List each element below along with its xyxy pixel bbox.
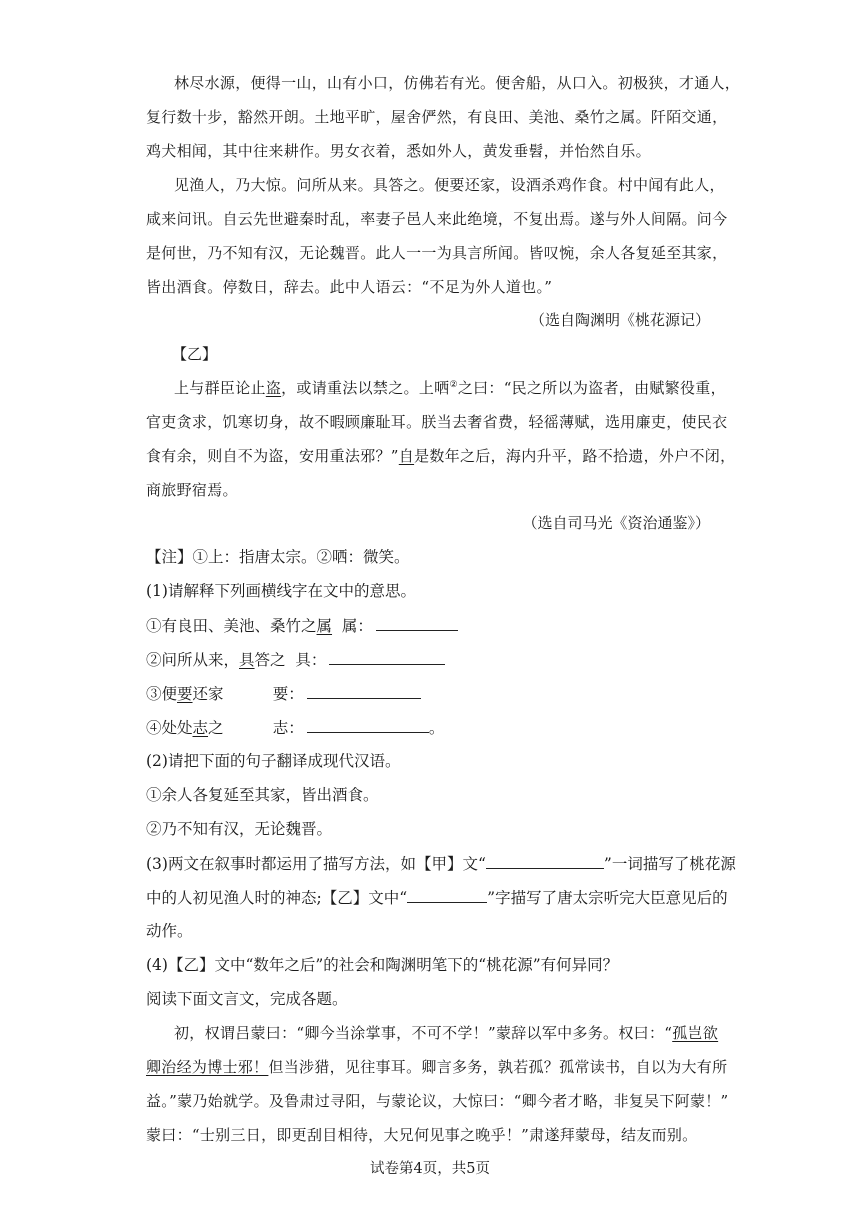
yi-line-4: 商旅野宿焉。: [146, 481, 238, 499]
question-2-sentence-1: ①余人各复延至其家，皆出酒食。: [146, 786, 379, 804]
text-span: 是数年之后，海内升平，路不拾遗，外户不闭，: [414, 447, 736, 465]
answer-blank[interactable]: [486, 853, 604, 869]
text-span: 属：: [332, 617, 373, 635]
text-span: 之 志：: [208, 719, 304, 737]
underlined-char: 志: [192, 719, 209, 737]
text-span: 答之 具：: [254, 651, 327, 669]
text-span: ”一词描写了桃花源: [603, 855, 736, 873]
yi-heading: 【乙】: [172, 345, 218, 363]
passage3-line-1: [174, 1023, 718, 1043]
question-1-item-3: [146, 683, 421, 704]
underlined-char: 属: [316, 617, 333, 635]
question-1-item-1: [146, 615, 458, 636]
answer-blank[interactable]: [307, 683, 421, 699]
answer-blank[interactable]: [376, 615, 458, 631]
text-span: 还家 要：: [192, 685, 304, 703]
text-span: ②问所从来，: [146, 651, 240, 669]
yi-line-2: 官吏贪求，饥寒切身，故不暇顾廉耻耳。朕当去奢省费，轻徭薄赋，选用廉吏，使民衣: [146, 413, 728, 431]
jia-source: （选自陶渊明《桃花源记）: [529, 311, 710, 329]
text-span: 初，权谓吕蒙曰：“卿今当涂掌事，不可不学！”蒙辞以军中多务。权曰：“: [174, 1024, 673, 1042]
underlined-word-dao: 盗: [265, 379, 282, 397]
text-span: ，或请重法以禁之。上哂: [281, 379, 450, 397]
answer-blank[interactable]: [329, 649, 445, 665]
jia-p2-line-2: 咸来问讯。自云先世避秦时乱，率妻子邑人来此绝境，不复出焉。遂与外人间隔。问今: [146, 210, 728, 228]
footnote-marker: ②: [449, 380, 458, 390]
text-span: 但当涉猎，见往事耳。卿言多务，孰若孤？孤常读书，自以为大有所: [268, 1058, 728, 1076]
text-span: ”字描写了唐太宗听完大臣意见后的: [487, 889, 728, 907]
text-span: ①有良田、美池、桑竹之: [146, 617, 317, 635]
question-4: (4)【乙】文中“数年之后”的社会和陶渊明笔下的“桃花源”有何异同？: [146, 956, 619, 974]
underlined-char: 具: [239, 651, 255, 669]
yi-source: （选自司马光《资治通鉴》）: [522, 514, 710, 532]
jia-p2-line-3: 是何世，乃不知有汉，无论魏晋。此人一一为具言所闻。皆叹惋，余人各复延至其家，: [146, 244, 728, 262]
question-1-item-4: [146, 717, 444, 738]
question-2-title: (2)请把下面的句子翻译成现代汉语。: [146, 752, 401, 770]
question-3-line-2: [146, 887, 728, 908]
answer-blank[interactable]: [307, 717, 429, 733]
annotation-note: 【注】①上：指唐太宗。②哂：微笑。: [146, 548, 410, 566]
jia-p2-line-1: 见渔人，乃大惊。问所从来。具答之。便要还家，设酒杀鸡作食。村中闻有此人，: [174, 176, 725, 194]
underlined-char: 要: [177, 685, 193, 703]
jia-p1-line-3: 鸡犬相闻，其中往来耕作。男女衣着，悉如外人，黄发垂髫，并怡然自乐。: [146, 142, 651, 160]
jia-p1-line-2: 复行数十步，豁然开朗。土地平旷，屋舍俨然，有良田、美池、桑竹之属。阡陌交通，: [146, 108, 728, 126]
question-1-item-2: [146, 649, 445, 670]
text-span: 之曰：“民之所以为盗者，由赋繁役重，: [457, 379, 726, 397]
passage3-line-3: 益。”蒙乃始就学。及鲁肃过寻阳，与蒙论议，大惊曰：“卿今者才略，非复吴下阿蒙！”: [146, 1092, 729, 1110]
text-span: (3)两文在叙事时都运用了描写方法，如【甲】文“: [146, 855, 486, 873]
underlined-phrase: 卿治经为博士邪！: [146, 1058, 269, 1076]
question-1-title: (1)请解释下列画横线字在文中的意思。: [146, 582, 416, 600]
text-span: 中的人初见渔人时的神态;【乙】文中“: [146, 889, 408, 907]
text-span: 上与群臣论止: [174, 379, 266, 397]
jia-p2-line-4: 皆出酒食。停数日，辞去。此中人语云：“不足为外人道也。”: [146, 278, 553, 296]
text-span: 。: [428, 719, 445, 737]
reading-instruction: 阅读下面文言文，完成各题。: [146, 990, 348, 1008]
underlined-phrase: 孤岂欲: [672, 1024, 719, 1042]
jia-p1-line-1: 林尽水源，便得一山，山有小口，仿佛若有光。便舍船，从口入。初极狭，才通人，: [174, 74, 741, 92]
question-3-line-1: [146, 853, 736, 874]
text-span: ④处处: [146, 719, 193, 737]
question-3-line-3: 动作。: [146, 922, 193, 940]
text-span: ③便: [146, 685, 178, 703]
yi-line-3: [146, 446, 735, 466]
passage3-line-2: [146, 1057, 727, 1077]
text-span: 食有余，则自不为盗，安用重法邪？”: [146, 447, 399, 465]
question-2-sentence-2: ②乃不知有汉，无论魏晋。: [146, 820, 333, 838]
answer-blank[interactable]: [407, 887, 487, 903]
passage3-line-4: 蒙曰：“士别三日，即更刮目相待，大兄何见事之晚乎！”肃遂拜蒙母，结友而别。: [146, 1126, 698, 1144]
underlined-word-zi: 自: [398, 447, 415, 465]
page-footer: 试卷第4页，共5页: [370, 1161, 490, 1177]
yi-line-1: [174, 378, 726, 398]
